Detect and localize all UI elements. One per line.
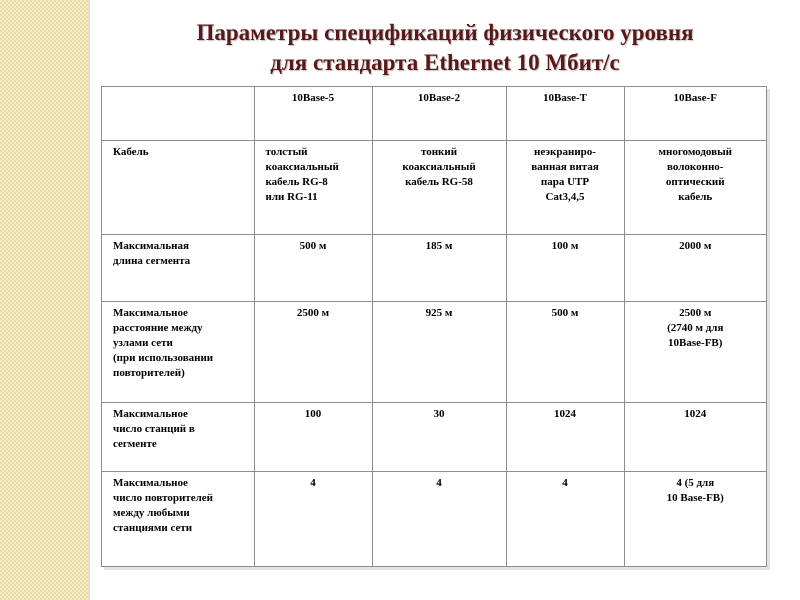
header-cell-10base-5: 10Base-5 bbox=[254, 87, 372, 140]
table-cell: 185 м bbox=[372, 234, 506, 301]
header-cell-10base-2: 10Base-2 bbox=[372, 87, 506, 140]
decorative-side-strip bbox=[0, 0, 88, 600]
table-cell: 2500 м bbox=[254, 301, 372, 402]
row-label-cable: Кабель bbox=[102, 140, 254, 234]
table-cell: 1024 bbox=[506, 402, 624, 471]
side-divider bbox=[88, 0, 90, 600]
table-cell: 4 bbox=[254, 471, 372, 566]
table-cell: 925 м bbox=[372, 301, 506, 402]
table-cell: 4 bbox=[372, 471, 506, 566]
table-cell: 4 bbox=[506, 471, 624, 566]
table-cell: 100 м bbox=[506, 234, 624, 301]
table-cell: 30 bbox=[372, 402, 506, 471]
table-row bbox=[102, 234, 766, 301]
table-row bbox=[102, 402, 766, 471]
slide-title-line-1: Параметры спецификаций физического уровня bbox=[196, 20, 694, 45]
table-header-row bbox=[102, 87, 766, 140]
row-label-max-segment-length: Максимальная длина сегмента bbox=[102, 234, 254, 301]
table-row bbox=[102, 301, 766, 402]
row-label-max-node-distance: Максимальное расстояние между узлами сети (при использовании повторителей) bbox=[102, 301, 254, 402]
table-cell: тонкий коаксиальный кабель RG-58 bbox=[372, 140, 506, 234]
row-label-max-repeaters: Максимальное число повторителей между любыми станциями сети bbox=[102, 471, 254, 566]
table-cell: 500 м bbox=[254, 234, 372, 301]
table-row bbox=[102, 140, 766, 234]
table-cell: многомодовый волоконно- оптический кабель bbox=[624, 140, 766, 234]
table-cell: неэкраниро- ванная витая пара UTP Cat3,4,5 bbox=[506, 140, 624, 234]
slide-title bbox=[100, 18, 790, 78]
ethernet-spec-table bbox=[102, 87, 766, 566]
table-cell: 2500 м (2740 м для 10Base-FB) bbox=[624, 301, 766, 402]
table-cell: 500 м bbox=[506, 301, 624, 402]
table-cell: 4 (5 для 10 Base-FB) bbox=[624, 471, 766, 566]
table-cell: толстый коаксиальный кабель RG-8 или RG-11 bbox=[254, 140, 372, 234]
table-cell: 2000 м bbox=[624, 234, 766, 301]
table-cell: 1024 bbox=[624, 402, 766, 471]
table-row bbox=[102, 471, 766, 566]
header-cell-10base-f: 10Base-F bbox=[624, 87, 766, 140]
row-label-max-stations: Максимальное число станций в сегменте bbox=[102, 402, 254, 471]
table-cell: 100 bbox=[254, 402, 372, 471]
header-cell-10base-t: 10Base-T bbox=[506, 87, 624, 140]
header-cell-empty bbox=[102, 87, 254, 140]
spec-table-frame bbox=[101, 86, 767, 567]
slide-title-line-2: для стандарта Ethernet 10 Мбит/с bbox=[270, 50, 620, 75]
